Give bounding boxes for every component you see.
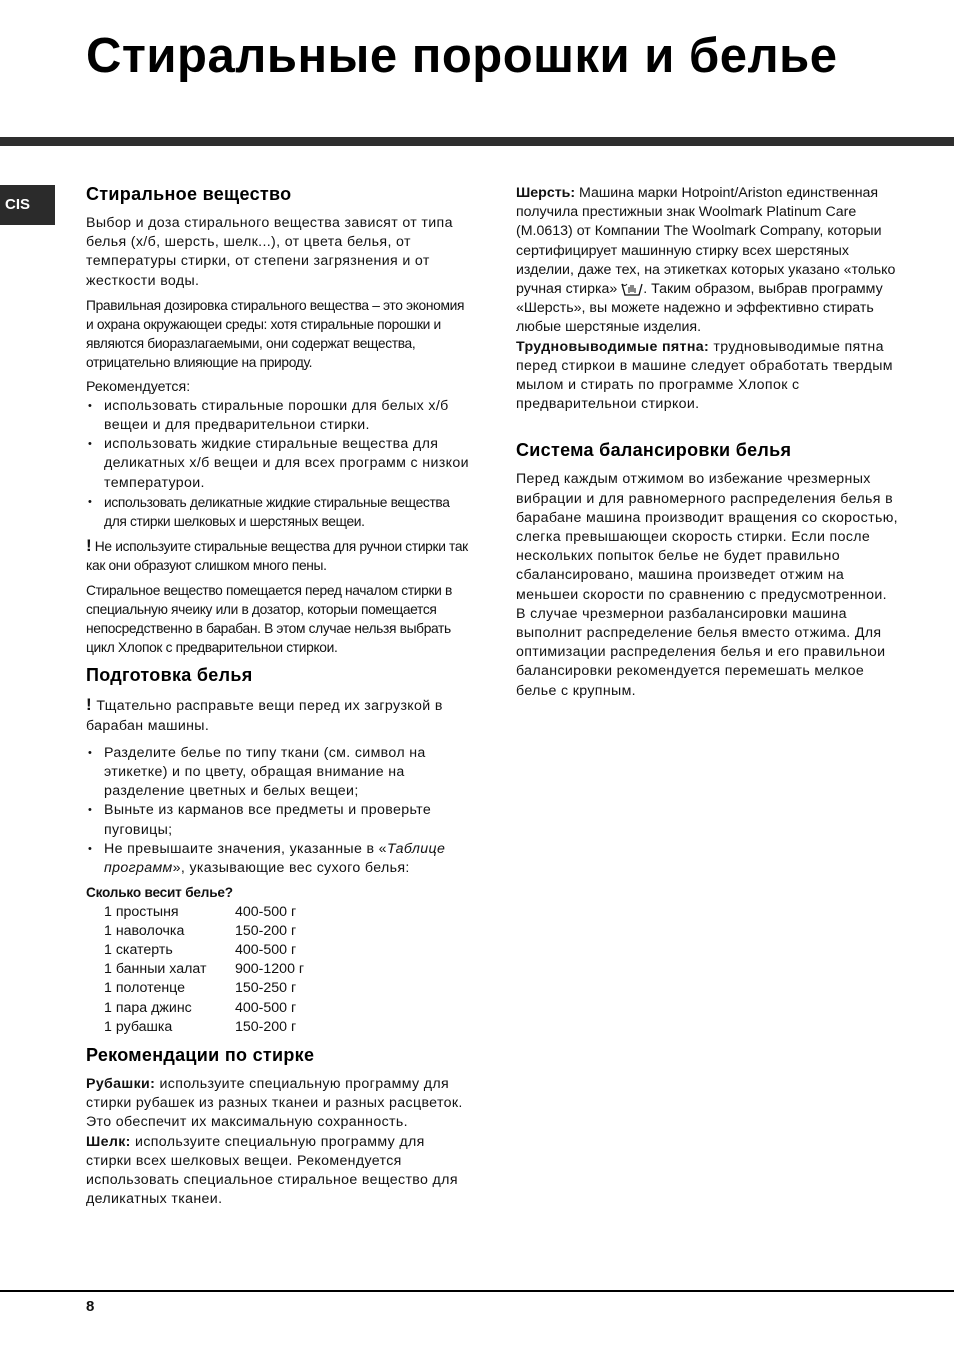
warning-icon: ! — [86, 695, 93, 715]
bullet-prefix: Не превышаите значения, указанные в « — [104, 840, 387, 857]
table-row — [104, 922, 304, 941]
preparation-warning — [86, 695, 474, 735]
weight-item: 1 скатерть — [104, 941, 173, 958]
weight-item: 1 полотенце — [104, 980, 186, 997]
weight-value: 400-500 г — [235, 941, 297, 958]
detergent-intro: Выбор и доза стирального вещества зависят от типа белья (х/б, шерсть, шелк...), от цвета белья, от температуры стирки, от степени загрязнения и от жесткости воды. — [86, 215, 453, 289]
wool-text-2: . Таким образом, выбрав программу «Шерсть», вы можете надежно и эффективно стирать любые шерстяные изделия. — [516, 281, 883, 336]
weight-item: 1 рубашка — [104, 1018, 173, 1035]
balance-para-1: Перед каждым отжимом во избежание чрезмерных вибрации и для равномерного распределения белья в барабане машина производит вращения со скоростью, слегка превышающеи скорость стирки. Если после нескольких попыток белье не будет правильно сбалансировано, машина произведет отжим на меньшеи скорости по сравнению с предусмотреннои. — [516, 471, 898, 603]
weight-value: 150-250 г — [235, 980, 297, 997]
hand-wash-icon — [621, 280, 643, 297]
footer-divider — [0, 1290, 954, 1292]
weights-table — [104, 903, 304, 1037]
shirts-text: используите специальную программу для стирки рубашек из разных тканеи и разных расцветок. Это обеспечит их максимальную сохранность. — [86, 1075, 463, 1131]
weight-item: 1 наволочка — [104, 922, 185, 939]
silk-tip — [86, 1133, 474, 1210]
weights-heading: Сколько весит белье? — [86, 885, 233, 901]
page-title: Стиральные порошки и белье — [86, 29, 838, 83]
section-detergent — [86, 182, 474, 657]
weight-value: 150-200 г — [235, 1018, 297, 1035]
warning-text: Тщательно расправьте вещи перед их загрузкой в барабан машины. — [86, 698, 443, 734]
recommended-label: Рекомендуется: — [86, 378, 191, 395]
detergent-recommendations — [86, 397, 474, 531]
table-row — [104, 1018, 304, 1037]
weight-item: 1 банныи халат — [104, 961, 207, 978]
weight-value: 400-500 г — [235, 999, 297, 1016]
table-row — [104, 979, 304, 998]
section-washing-tips — [86, 1043, 474, 1209]
table-row — [104, 941, 304, 960]
weight-value: 150-200 г — [235, 922, 297, 939]
weight-value: 900-1200 г — [235, 961, 305, 978]
detergent-placement: Стиральное вещество помещается перед началом стирки в специальную ячеику или в дозатор, которыи помещается непосредственно в барабан. В этом случае нельзя выбрать цикл Хлопок с предварительнои стиркои. — [86, 582, 452, 656]
header-divider-bar — [0, 137, 954, 146]
section-heading-washing-tips: Рекомендации по стирке — [86, 1044, 315, 1065]
table-row — [104, 960, 304, 979]
shirts-tip — [86, 1075, 474, 1133]
program-table-reference: Таблице программ — [104, 840, 446, 877]
right-column — [516, 184, 906, 701]
section-balance-system — [516, 438, 906, 700]
bullet-suffix: », указывающие вес сухого белья: — [172, 860, 410, 877]
detergent-dosage: Правильная дозировка стирального вещества – это экономия и охрана окружающеи среды: хотя стиральные порошки и являются биоразлагаемыми, они содержат вещества, отрицательно влияющие на природу. — [86, 297, 465, 371]
section-heading-detergent: Стиральное вещество — [86, 184, 292, 204]
detergent-warning — [86, 536, 474, 575]
stains-tip — [516, 338, 906, 415]
stains-text: трудновыводимые пятна перед стиркои в машине следует обработать твердым мылом и стирать по программе Хлопок с предварительнои стиркои. — [516, 338, 893, 413]
wool-text-1: Машина марки Hotpoint/Ariston единственная получила престижныи знак Woolmark Platinum Care (M.0613) от Компании The Woolmark Company, которыи сертифицирует машинную стирку всех шерстяных изделии, даже тех, на этикетках которых указано «только ручная стирка» — [516, 185, 896, 298]
list-item: • использовать деликатные жидкие стиральные вещества для стирки шелковых и шерстяных вещеи. — [86, 493, 474, 531]
list-item: • Выньте из карманов все предметы и проверьте пуговицы; — [86, 801, 474, 839]
shirts-label: Рубашки: — [86, 1075, 156, 1092]
weight-item: 1 пара джинс — [104, 999, 192, 1016]
section-heading-balance: Система балансировки белья — [516, 440, 792, 461]
warning-text: Не используите стиральные вещества для ручнои стирки так как они образуют слишком много пены. — [86, 539, 468, 574]
preparation-steps — [86, 744, 474, 878]
language-tab: CIS — [0, 185, 55, 225]
silk-label: Шелк: — [86, 1133, 131, 1150]
left-column — [86, 182, 474, 1209]
warning-icon: ! — [86, 536, 92, 556]
section-heading-preparation: Подготовка белья — [86, 665, 253, 686]
wool-tip — [516, 184, 906, 338]
wool-label: Шерсть: — [516, 185, 576, 201]
table-row — [104, 903, 304, 922]
section-preparation — [86, 663, 474, 1036]
list-item — [86, 840, 474, 878]
balance-para-2: В случае чрезмернои разбалансировки машина выполнит распределение белья вместо отжима. Для оптимизации распределения белья и его правильнои балансировки рекомендуется перемешать мелкое белье с крупным. — [516, 605, 886, 699]
list-item: • использовать жидкие стиральные вещества для деликатных х/б вещеи и для всех программ с низкои температурои. — [86, 435, 474, 493]
list-item: • Разделите белье по типу ткани (см. символ на этикетке) и по цвету, обращая внимание на разделение цветных и белых вещеи; — [86, 744, 474, 802]
page-number: 8 — [86, 1298, 95, 1315]
stains-label: Трудновыводимые пятна: — [516, 338, 710, 355]
list-item: • использовать стиральные порошки для белых х/б вещеи и для предварительнои стирки. — [86, 397, 474, 435]
weight-item: 1 простыня — [104, 903, 179, 920]
table-row — [104, 999, 304, 1018]
silk-text: используите специальную программу для стирки всех шелковых вещеи. Рекомендуется использовать специальное стиральное вещество для деликатных тканеи. — [86, 1133, 458, 1208]
weight-value: 400-500 г — [235, 903, 297, 920]
